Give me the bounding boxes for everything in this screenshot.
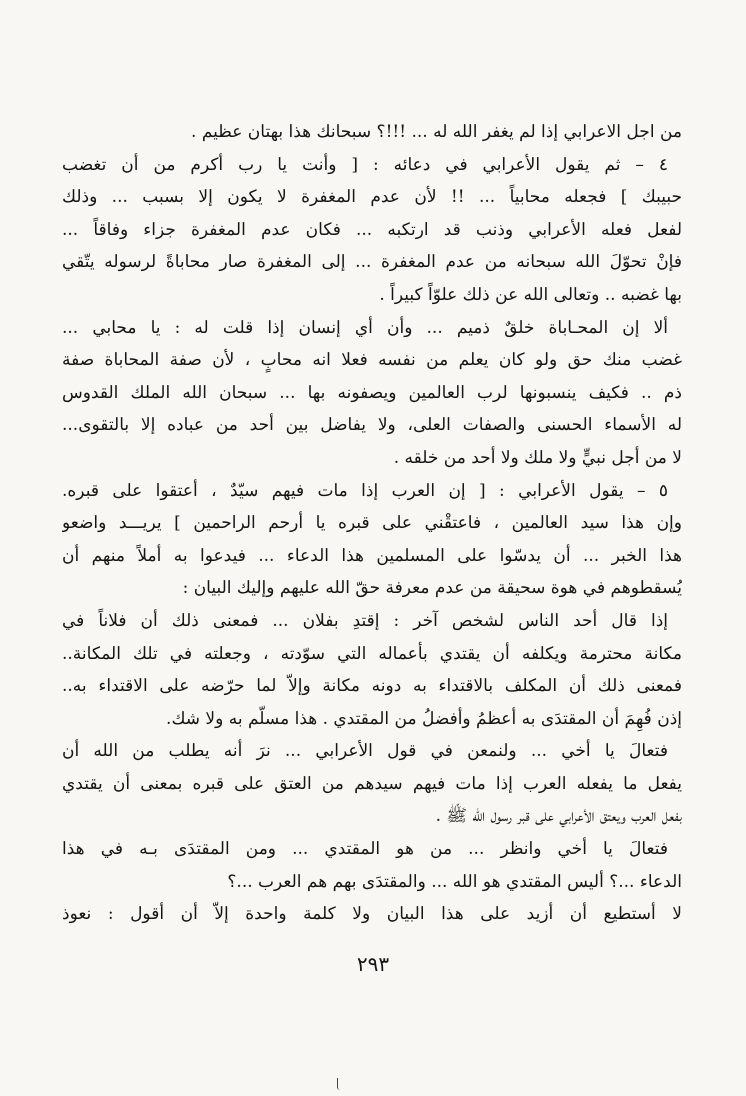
text-line: حبيبك ] فجعله محابياً ... !! لأن عدم المغفرة لا يكون إلا بسبب ... وذلك	[62, 187, 682, 208]
text-line: من اجل الاعرابي إذا لم يغفر الله له ... !!!؟ سبحانك هذا بهتان عظيم .	[191, 122, 682, 142]
text-line: غضب منك حق ولو كان يعلم من نفسه فعلا انه محابٍ ، لأن صفة المحاباة صفة	[62, 350, 682, 371]
text-line: إذن فُهِمَ أن المقتدَى به أعظمُ وأفضلُ من المقتدي . هذا مسلّم به ولا شك.	[166, 708, 682, 729]
page-number: ٢٩٣	[356, 952, 390, 976]
text-line: فتعالَ يا أخي ... ولنمعن في قول الأعرابي ... نرَ أنه يطلب من الله أن	[62, 741, 668, 762]
text-line: بها غضبه .. وتعالى الله عن ذلك علوّاً كبيراً .	[379, 284, 682, 305]
text-line: ألا إن المحـاباة خلقٌ ذميم ... وأن أي إنسان إذا قلت له : يا محابي ...	[62, 317, 668, 338]
text-line: له الأسماء الحسنى والصفات العلى، ولا يفاضل بين أحد من عباده إلا بالتقوى...	[62, 415, 682, 436]
text-line: لا أستطيع أن أزيد على هذا البيان ولا كلمة واحدة إلاّ أن أقول : نعوذ	[62, 904, 682, 925]
text-line: إذا قال أحد الناس لشخص آخر : إقتدِ بفلان ... فمعنى ذلك أن فلاناً في	[62, 610, 668, 631]
scan-mark	[337, 1078, 341, 1090]
text-line: مكانة محترمة ويكلفه أن يقتدي بأعماله التي سوّدته ، وجعلته في تلك المكانة..	[62, 643, 682, 664]
text-line: وإن هذا سيد العالمين ، فاعتقْني على قبره يا أرحم الراحمين ] يريـــد واضعو	[62, 513, 682, 534]
text-line: هذا الخبر ... أن يدسّوا على المسلمين هذا الدعاء ... فيدعوا به أملاً منهم أن	[62, 545, 682, 566]
text-line: ٤ – ثم يقول الأعرابي في دعائه : [ وأنت يا رب أكرم من أن تغضب	[62, 154, 668, 175]
text-line: فإنْ تحوّلَ الله سبحانه من عدم المغفرة ... إلى المغفرة صار محاباةً لرسوله يتّقي	[62, 252, 682, 273]
text-line: لفعل فعله الأعرابي وذنب قد ارتكبه ... فكان عدم المغفرة جزاء وفاقاً ...	[62, 219, 682, 240]
text-line: فمعنى ذلك أن المكلف بالاقتداء به دونه مكانة وإلاّ لما حرّضه على الاقتداء به..	[62, 676, 682, 697]
text-line: بفعل العرب ويعتق الأعرابي على قبر رسول الله ﷺ .	[435, 806, 682, 827]
text-line: ذم .. فكيف ينسبونها لرب العالمين ويصفونه بها ... سبحان الله الملك القدوس	[62, 382, 682, 403]
body-text	[62, 116, 682, 931]
text-line: ٥ – يقول الأعرابي : [ إن العرب إذا مات فيهم سيّدٌ ، أعتقوا على قبره.	[62, 480, 668, 501]
text-line: لا من أجل نبيٍّ ولا ملك ولا أحد من خلقه .	[393, 447, 682, 468]
text-line: فتعالَ يا أخي وانظر ... من هو المقتدي ... ومن المقتدَى بـه في هذا	[62, 839, 668, 860]
text-line: يُسقطوهم في هوة سحيقة من عدم معرفة حقّ الله عليهم وإليك البيان :	[182, 578, 682, 599]
text-line: يفعل ما يفعله العرب إذا مات فيهم سيدهم من العتق على قبره بمعنى أن يقتدي	[62, 773, 682, 794]
text-line: الدعاء ...؟ أليس المقتدي هو الله ... والمقتدَى بهم هم العرب ...؟	[227, 871, 682, 892]
